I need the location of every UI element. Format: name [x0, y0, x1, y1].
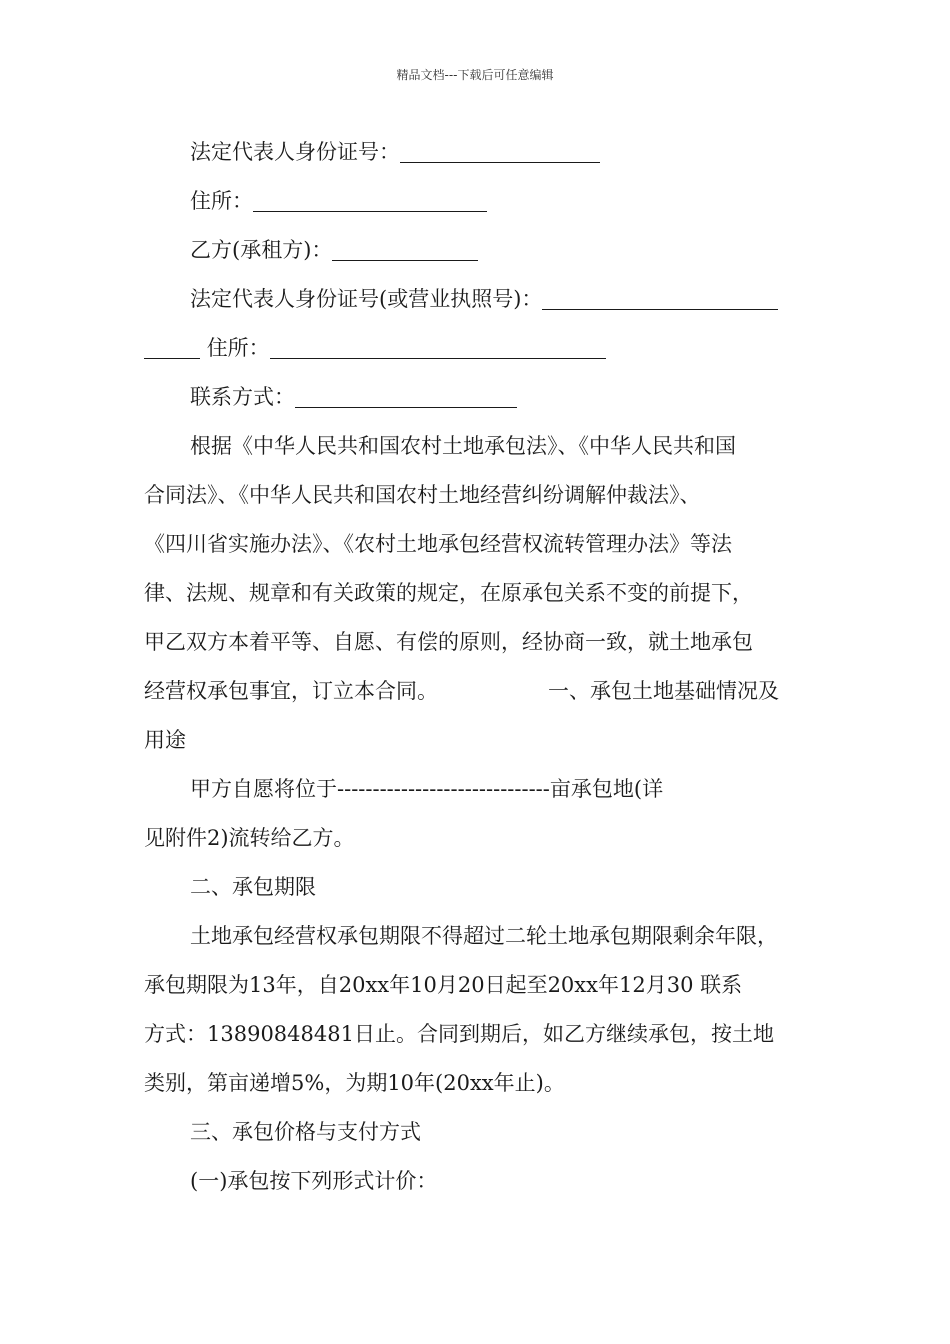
preamble-line: 根据《中华人民共和国农村土地承包法》、《中华人民共和国 [190, 434, 736, 458]
preamble-last-line [144, 667, 809, 716]
legal-rep-license-label: 法定代表人身份证号(或营业执照号)： [190, 287, 543, 311]
legal-rep-id-label: 法定代表人身份证号： [190, 140, 400, 164]
address2-row [144, 324, 809, 373]
address1-blank [253, 181, 487, 212]
section2-title: 二、承包期限 [190, 875, 316, 899]
address1-row [144, 177, 809, 226]
section3-sub1: (一)承包按下列形式计价： [190, 1169, 438, 1193]
legal-rep-id-row [144, 128, 809, 177]
address2-leading-blank [144, 328, 200, 359]
page-header: 精品文档---下载后可任意编辑 [396, 68, 554, 82]
address1-label: 住所： [190, 189, 253, 213]
section2-line: 土地承包经营权承包期限不得超过二轮土地承包期限剩余年限， [190, 924, 778, 948]
section3-title: 三、承包价格与支付方式 [190, 1120, 421, 1144]
section1-line2: 见附件2)流转给乙方。 [144, 826, 355, 850]
preamble-line: 合同法》、《中华人民共和国农村土地经营纠纷调解仲裁法》、 [144, 483, 701, 507]
section1-title: 一、承包土地基础情况及 [548, 679, 779, 703]
party-b-blank [332, 230, 478, 261]
section2-line: 方式：13890848481日止。合同到期后，如乙方继续承包，按土地 [144, 1022, 774, 1046]
contact-label: 联系方式： [190, 385, 295, 409]
section1-line1-prefix: 甲方自愿将位于 [190, 777, 337, 801]
contract-body [144, 128, 809, 1206]
contact-row [144, 373, 809, 422]
preamble-line: 经营权承包事宜，订立本合同。 [144, 679, 438, 703]
address2-label: 住所： [206, 336, 270, 360]
section1-line1-dashes: ------------------------------ [337, 777, 550, 801]
legal-rep-license-blank [542, 279, 778, 310]
contact-blank [295, 377, 517, 408]
party-b-row [144, 226, 809, 275]
legal-rep-id-blank [400, 132, 600, 163]
section2-line: 承包期限为13年，自20xx年10月20日起至20xx年12月30 联系 [144, 973, 743, 997]
section2-line: 类别，第亩递增5%，为期10年(20xx年止)。 [144, 1071, 565, 1095]
preamble-line: 《四川省实施办法》、《农村土地承包经营权流转管理办法》等法 [144, 532, 732, 556]
section1-line1 [144, 765, 809, 814]
address2-blank [270, 328, 606, 359]
preamble-line: 甲乙双方本着平等、自愿、有偿的原则，经协商一致，就土地承包 [144, 630, 753, 654]
section1-title-cont: 用途 [144, 728, 186, 752]
section1-line1-suffix: 亩承包地(详 [549, 777, 664, 801]
legal-rep-license-row [144, 275, 809, 324]
party-b-label: 乙方(承租方)： [190, 238, 333, 262]
preamble-line: 律、法规、规章和有关政策的规定，在原承包关系不变的前提下， [144, 581, 753, 605]
